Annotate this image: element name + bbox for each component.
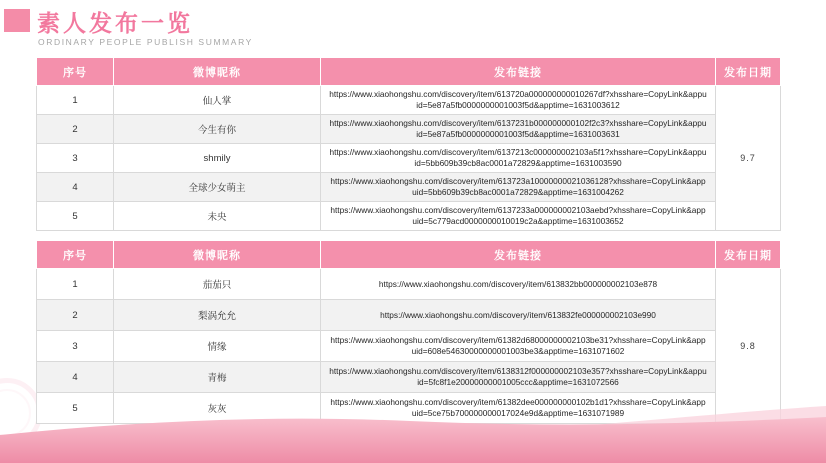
row-number-cell: 1 bbox=[37, 86, 114, 115]
page-title: 素人发布一览 bbox=[37, 10, 193, 36]
publish-table-section-2 bbox=[36, 240, 780, 424]
publish-date-cell: 9.7 bbox=[716, 86, 781, 231]
nickname-cell: 梨涡允允 bbox=[114, 300, 321, 331]
table-row bbox=[37, 331, 781, 362]
table-row bbox=[37, 362, 781, 393]
col-header-nickname: 微博昵称 bbox=[114, 241, 321, 269]
publish-table-1 bbox=[36, 57, 781, 231]
table-row bbox=[37, 300, 781, 331]
bottom-wave-decoration bbox=[0, 403, 826, 463]
nickname-cell: 今生有你 bbox=[114, 115, 321, 144]
publish-link-cell: https://www.xiaohongshu.com/discovery/item/613832bb000000002103e878 bbox=[321, 269, 716, 300]
publish-link-cell: https://www.xiaohongshu.com/discovery/item/61382d68000000002103be31?xhsshare=CopyLink&appuid=608e54630000000001003be3&apptime=1631071602 bbox=[321, 331, 716, 362]
publish-table-2 bbox=[36, 240, 781, 424]
row-number-cell: 3 bbox=[37, 144, 114, 173]
table-row bbox=[37, 202, 781, 231]
nickname-cell: 青梅 bbox=[114, 362, 321, 393]
row-number-cell: 3 bbox=[37, 331, 114, 362]
publish-link-cell: https://www.xiaohongshu.com/discovery/item/613832fe000000002103e990 bbox=[321, 300, 716, 331]
col-header-link: 发布链接 bbox=[321, 241, 716, 269]
nickname-cell: shmily bbox=[114, 144, 321, 173]
row-number-cell: 2 bbox=[37, 115, 114, 144]
row-number-cell: 2 bbox=[37, 300, 114, 331]
row-number-cell: 1 bbox=[37, 269, 114, 300]
table-row bbox=[37, 144, 781, 173]
row-number-cell: 4 bbox=[37, 173, 114, 202]
nickname-cell: 仙人掌 bbox=[114, 86, 321, 115]
title-accent-square bbox=[4, 9, 30, 32]
publish-link-cell: https://www.xiaohongshu.com/discovery/item/6138312f000000002103e357?xhsshare=CopyLink&appuid=5fc8f1e20000000001005ccc&apptime=1631072566 bbox=[321, 362, 716, 393]
row-number-cell: 5 bbox=[37, 202, 114, 231]
table-row bbox=[37, 173, 781, 202]
col-header-date: 发布日期 bbox=[716, 241, 781, 269]
nickname-cell: 灰灰 bbox=[114, 393, 321, 424]
table-row bbox=[37, 86, 781, 115]
publish-link-cell: https://www.xiaohongshu.com/discovery/item/613720a000000000010267df?xhsshare=CopyLink&appuid=5e87a5fb0000000001003f5d&apptime=1631003612 bbox=[321, 86, 716, 115]
publish-table-section-1 bbox=[36, 57, 780, 231]
col-header-nickname: 微博昵称 bbox=[114, 58, 321, 86]
publish-date-cell: 9.8 bbox=[716, 269, 781, 424]
nickname-cell: 茄茄只 bbox=[114, 269, 321, 300]
nickname-cell: 情缘 bbox=[114, 331, 321, 362]
table-row bbox=[37, 269, 781, 300]
row-number-cell: 5 bbox=[37, 393, 114, 424]
page-subtitle: ORDINARY PEOPLE PUBLISH SUMMARY bbox=[38, 37, 253, 47]
publish-link-cell: https://www.xiaohongshu.com/discovery/item/6137233a000000002103aebd?xhsshare=CopyLink&appuid=5c779acd0000000010019c2a&apptime=1631003652 bbox=[321, 202, 716, 231]
table-header-row bbox=[37, 241, 781, 269]
col-header-index: 序号 bbox=[37, 58, 114, 86]
publish-link-cell: https://www.xiaohongshu.com/discovery/item/61382dee000000000102b1d1?xhsshare=CopyLink&appuid=5ce75b700000000017024e9d&apptime=1631071989 bbox=[321, 393, 716, 424]
publish-link-cell: https://www.xiaohongshu.com/discovery/item/613723a10000000021036128?xhsshare=CopyLink&appuid=5bb609b39cb8ac0001a72829&apptime=1631004262 bbox=[321, 173, 716, 202]
nickname-cell: 全球少女萌主 bbox=[114, 173, 321, 202]
row-number-cell: 4 bbox=[37, 362, 114, 393]
table-header-row bbox=[37, 58, 781, 86]
nickname-cell: 未央 bbox=[114, 202, 321, 231]
col-header-index: 序号 bbox=[37, 241, 114, 269]
col-header-link: 发布链接 bbox=[321, 58, 716, 86]
publish-link-cell: https://www.xiaohongshu.com/discovery/item/6137213c000000002103a5f1?xhsshare=CopyLink&appuid=5bb609b39cb8ac0001a72829&apptime=1631003590 bbox=[321, 144, 716, 173]
publish-link-cell: https://www.xiaohongshu.com/discovery/item/6137231b000000000102f2c3?xhsshare=CopyLink&appuid=5e87a5fb0000000001003f5d&apptime=1631003631 bbox=[321, 115, 716, 144]
col-header-date: 发布日期 bbox=[716, 58, 781, 86]
table-row bbox=[37, 115, 781, 144]
